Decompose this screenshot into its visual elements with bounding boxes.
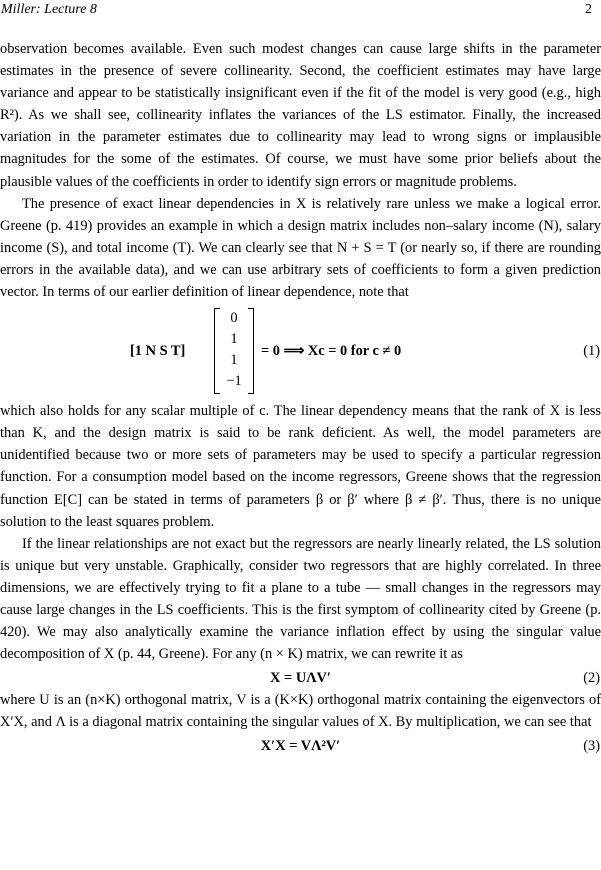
vector-entry: 1 (230, 331, 238, 348)
equation-3 (0, 733, 601, 757)
equation-2-number: (2) (583, 670, 600, 687)
equation-2 (0, 665, 601, 689)
equation-1-rhs: = 0 ⟹ Xc = 0 for c ≠ 0 (261, 343, 402, 360)
paragraph-5: where U is an (n×K) orthogonal matrix, V is a (K×K) orthogonal matrix containing the eigenvectors of X′X, and Λ is a diagonal matrix containing the singular values of X. By multiplication, we can see that (0, 692, 601, 731)
page-number: 2 (585, 2, 592, 17)
equation-1 (0, 306, 601, 398)
vector-entry: −1 (226, 373, 242, 390)
equation-2-text: X = UΛV′ (270, 670, 331, 687)
running-header (0, 2, 601, 20)
vector-entry: 0 (230, 310, 238, 327)
equation-3-number: (3) (583, 738, 600, 755)
paragraph-2: The presence of exact linear dependencies in X is relatively rare unless we make a logical error. Greene (p. 419) provides an example in which a design matrix includes non–salary income (N), salary income (S), and total income (T). We can clearly see that N + S = T (or nearly so, if there are rounding errors in the available data), and we can use arbitrary sets of coefficients to form a given prediction vector. In terms of our earlier definition of linear dependence, note that (0, 195, 601, 301)
paragraph-3: which also holds for any scalar multiple of c. The linear dependency means that the rank of X is less than K, and the design matrix is said to be rank deficient. As well, the model parameters are unidentified because two or more sets of parameters may be used to specify a particular regression function. For a consumption model based on the income regressors, Greene shows that the regression function E[C] can be stated in terms of parameters β or β′ where β ≠ β′. Thus, there is no unique solution to the least squares problem. (0, 403, 601, 530)
equation-1-vector (214, 308, 254, 392)
equation-3-text: X′X = VΛ²V′ (260, 738, 341, 755)
paragraph-1: observation becomes available. Even such modest changes can cause large shifts in the parameter estimates in the presence of severe collinearity. Second, the coefficient estimates may have large variance and appear to be statistically insignificant even if the fit of the model is very good (e.g., high R²). As we shall see, collinearity inflates the variances of the LS estimator. Finally, the increased variation in the parameter estimates due to collinearity may lead to wrong signs or implausible magnitudes for the some of the estimates. Of course, we must have some prior beliefs about the plausible values of the coefficients in order to identify sign errors or magnitude problems. (0, 41, 601, 190)
equation-1-lhs: [1 N S T] (130, 343, 186, 360)
vector-entry: 1 (230, 352, 238, 369)
equation-1-number: (1) (583, 343, 600, 360)
header-title: Miller: Lecture 8 (1, 2, 97, 17)
paragraph-4: If the linear relationships are not exact but the regressors are nearly linearly related, the LS solution is unique but very unstable. Graphically, consider two regressors that are highly correlated. In three dimensions, we are effectively trying to fit a plane to a tube — small changes in the regressors may cause large changes in the LS coefficients. This is the first symptom of collinearity cited by Greene (p. 420). We may also analytically examine the variance inflation effect by using the singular value decomposition of X (p. 44, Greene). For any (n × K) matrix, we can rewrite it as (0, 535, 601, 663)
body-text (0, 38, 601, 757)
